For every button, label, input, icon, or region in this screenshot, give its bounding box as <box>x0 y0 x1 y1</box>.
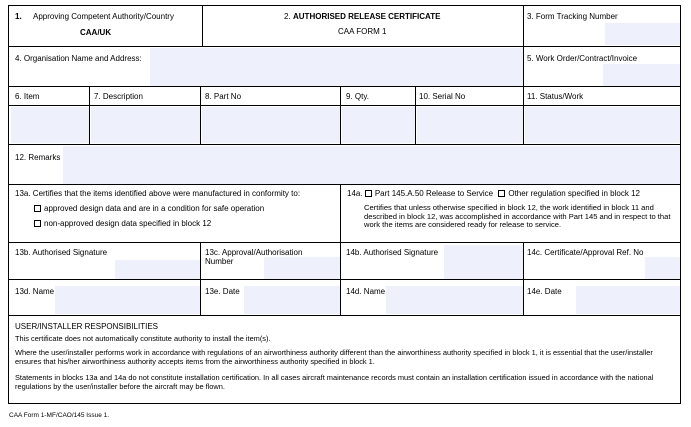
row-divider <box>9 279 680 280</box>
col-divider <box>200 86 201 144</box>
block13a-option2 <box>34 219 211 228</box>
column-header-item: 6. Item <box>15 92 40 101</box>
block13a-option1-label: approved design data and are in a condition for safe operation <box>44 204 265 213</box>
col-divider <box>202 6 203 46</box>
block14a-statement: Certifies that unless otherwise specified in block 12, the work identified in block 11 and described in block 12, was accomplished in accordance with Part 145 and in respect to that work the items are considered ready for release to service. <box>364 203 671 230</box>
date-13e-field[interactable] <box>244 286 340 314</box>
block3-label: 3. Form Tracking Number <box>527 12 618 21</box>
row-divider <box>9 315 680 316</box>
name-13d-field[interactable] <box>55 286 200 314</box>
row-divider <box>9 184 680 185</box>
form-footer: CAA Form 1-MF/CAO/145 Issue 1. <box>9 412 110 419</box>
col-divider <box>340 86 341 144</box>
block13a-option1 <box>34 204 264 213</box>
row-divider <box>9 105 680 106</box>
block14a-prefix: 14a. <box>347 189 363 198</box>
block14a-options <box>347 189 640 198</box>
date-14e-field[interactable] <box>576 286 680 314</box>
block14e-label: 14e. Date <box>527 287 562 296</box>
description-field[interactable] <box>91 107 200 143</box>
block14d-label: 14d. Name <box>346 287 386 296</box>
row-divider <box>9 242 680 243</box>
release-certificate-form <box>8 5 681 404</box>
part-no-field[interactable] <box>202 107 340 143</box>
block14a-option2-label: Other regulation specified in block 12 <box>508 189 640 198</box>
col-divider <box>523 6 524 46</box>
organisation-name-field[interactable] <box>150 48 523 86</box>
checkbox-non-approved-design[interactable] <box>34 220 41 227</box>
block14a-option1-label: Part 145.A.50 Release to Service <box>374 189 494 198</box>
col-divider <box>523 46 524 86</box>
qty-field[interactable] <box>342 107 415 143</box>
form-title: AUTHORISED RELEASE CERTIFICATE <box>293 12 441 21</box>
column-header-status-work: 11. Status/Work <box>527 92 584 101</box>
block13e-label: 13e. Date <box>205 287 240 296</box>
remarks-field[interactable] <box>63 146 680 184</box>
column-header-part-no: 8. Part No <box>205 92 242 101</box>
signature-14b-field[interactable] <box>444 245 523 279</box>
row-divider <box>9 86 680 87</box>
certificate-ref-field[interactable] <box>645 257 680 279</box>
col-divider <box>200 242 201 315</box>
block14b-label: 14b. Authorised Signature <box>346 248 439 257</box>
status-work-field[interactable] <box>525 107 680 143</box>
block1-value: CAA/UK <box>80 28 112 37</box>
column-header-serial-no: 10. Serial No <box>419 92 466 101</box>
column-header-qty: 9. Qty. <box>346 92 369 101</box>
work-order-field[interactable] <box>603 64 680 86</box>
column-header-description: 7. Description <box>94 92 143 101</box>
block4-label: 4. Organisation Name and Address: <box>15 54 142 63</box>
block1-label: Approving Competent Authority/Country <box>33 12 174 21</box>
responsibilities-paragraph-2: Where the user/installer performs work in accordance with regulations of an airworthiness authority different than the airworthiness authority specified in block 1, it is essential that the user/installer ensures that his/her airworthiness authority accepts items from the airworthiness authority specified in block 1. <box>15 348 653 366</box>
col-divider <box>340 184 341 315</box>
row-divider <box>9 144 680 145</box>
serial-no-field[interactable] <box>417 107 523 143</box>
col-divider <box>523 86 524 144</box>
block13b-label: 13b. Authorised Signature <box>15 248 108 257</box>
name-14d-field[interactable] <box>386 286 523 314</box>
col-divider <box>415 86 416 144</box>
block13c-label: 13c. Approval/Authorisation Number <box>205 248 303 267</box>
block13a-option2-label: non-approved design data specified in block 12 <box>44 219 212 228</box>
responsibilities-heading: USER/INSTALLER RESPONSIBILITIES <box>15 322 159 331</box>
row-divider <box>9 46 680 47</box>
form-subtitle: CAA FORM 1 <box>338 27 387 36</box>
checkbox-part145-release[interactable] <box>365 190 372 197</box>
block2-number: 2. <box>284 12 291 21</box>
item-field[interactable] <box>11 107 89 143</box>
block13d-label: 13d. Name <box>15 287 55 296</box>
responsibilities-paragraph-3: Statements in blocks 13a and 14a do not constitute installation certification. In all cases aircraft maintenance records must contain an installation certification issued in accordance with the national regulations by the user/installer before the aircraft may be flown. <box>15 373 654 391</box>
form-tracking-number-field[interactable] <box>605 23 680 45</box>
col-divider <box>523 242 524 315</box>
col-divider <box>89 86 90 144</box>
block13a-label: 13a. Certifies that the items identified above were manufactured in conformity to: <box>15 189 301 198</box>
checkbox-approved-design[interactable] <box>34 205 41 212</box>
signature-13b-field[interactable] <box>115 260 200 279</box>
block5-label: 5. Work Order/Contract/Invoice <box>527 54 638 63</box>
block1-number: 1. <box>15 12 22 21</box>
block14c-label: 14c. Certificate/Approval Ref. No <box>527 248 644 257</box>
checkbox-other-regulation[interactable] <box>498 190 505 197</box>
block12-label: 12. Remarks <box>15 153 61 162</box>
responsibilities-paragraph-1: This certificate does not automatically constitute authority to install the item(s). <box>15 334 271 343</box>
